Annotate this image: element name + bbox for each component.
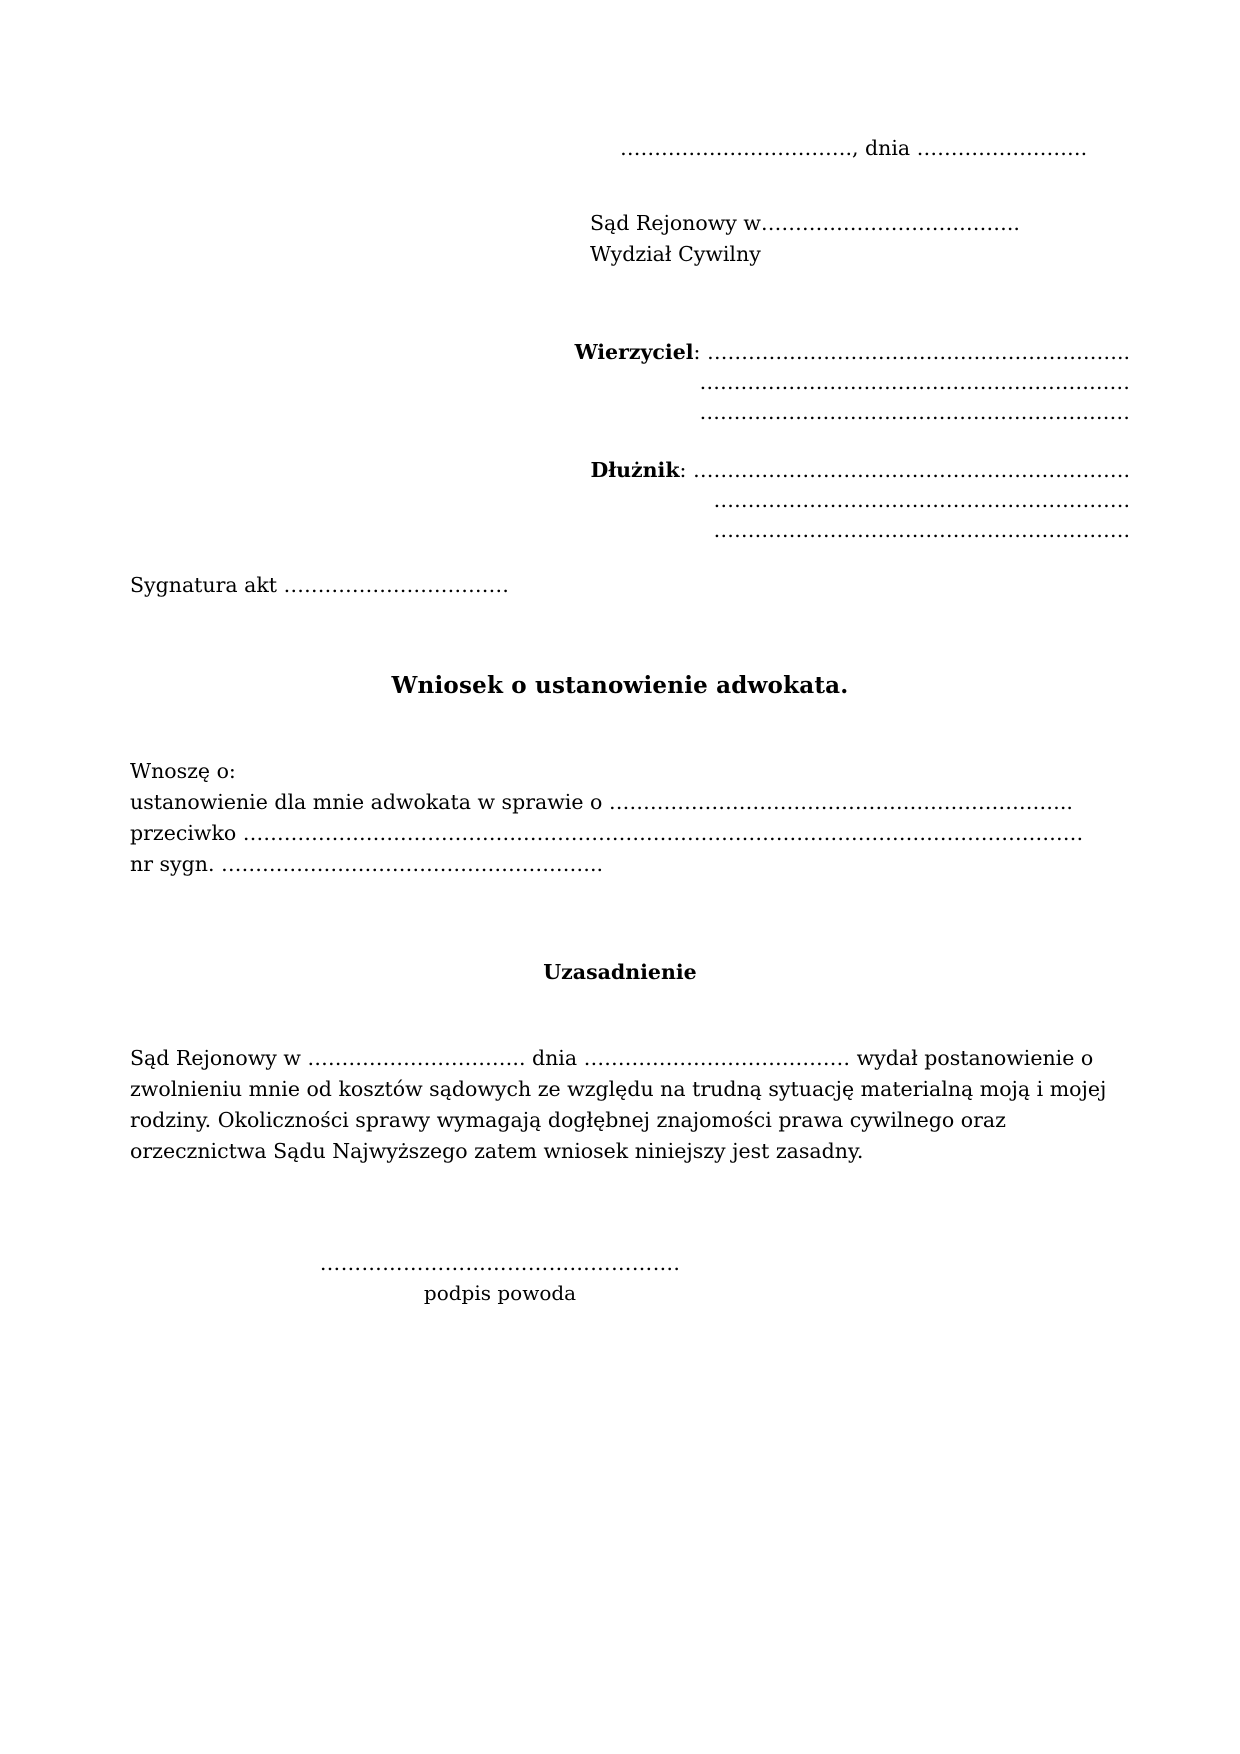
signature-caption: podpis powoda <box>423 1281 577 1305</box>
signature-block <box>180 1248 820 1308</box>
debtor-row-1 <box>130 455 1130 485</box>
request-intro: Wnoszę o: <box>130 759 236 783</box>
debtor-dots-2: ……………………………………………………. <box>713 488 1130 512</box>
request-line-3: nr sygn. ……………………………………………….. <box>130 852 604 876</box>
page-title: Wniosek o ustanowienie adwokata. <box>391 672 849 699</box>
court-name-line: Sąd Rejonowy w……………………………….. <box>590 211 1020 235</box>
court-division-line: Wydział Cywilny <box>590 242 761 266</box>
date-line-text: ……………………………., dnia ……………………. <box>620 136 1088 160</box>
case-number-text: Sygnatura akt …………………………… <box>130 573 510 597</box>
creditor-row-3 <box>130 397 1130 427</box>
signature-dots: ……………………………………………. <box>319 1251 681 1275</box>
creditor-dots-1: : …………………………………………………….. <box>693 340 1130 364</box>
parties-block <box>130 337 1130 545</box>
case-number-block <box>130 570 830 601</box>
debtor-row-3 <box>130 515 1130 545</box>
creditor-dots-2: ……………………………………………………… <box>699 370 1130 394</box>
debtor-row-2 <box>130 485 1130 515</box>
justification-body: Sąd Rejonowy w ………………………….. dnia ………………………………… wydał postanowienie o zwolnieniu mnie od kosztów sądowych ze względu na trudną sytuację materialną moją i mojej rodziny. Okoliczności sprawy wymagają dogłębnej znajomości prawa cywilnego oraz orzecznictwa Sądu Najwyższego zatem wniosek niniejszy jest zasadny. <box>130 1046 1107 1163</box>
request-line-1: ustanowienie dla mnie adwokata w sprawie o ………………………………………………………….. <box>130 790 1073 814</box>
date-line-field <box>620 133 1180 164</box>
debtor-label: Dłużnik <box>590 458 680 482</box>
parties-spacer <box>130 427 1130 455</box>
justification-heading: Uzasadnienie <box>543 960 697 984</box>
request-block <box>130 756 1140 880</box>
creditor-label: Wierzyciel <box>574 340 694 364</box>
creditor-dots-3: ……………………………………………………… <box>699 400 1130 424</box>
debtor-dots-1: : ………………………………………………………. <box>679 458 1130 482</box>
request-line-2: przeciwko …………………………………………………………………………………………………………… <box>130 821 1084 845</box>
creditor-row-1 <box>130 337 1130 367</box>
court-address-block <box>590 208 1190 270</box>
debtor-dots-3: ……………………………………………………. <box>713 518 1130 542</box>
creditor-row-2 <box>130 367 1130 397</box>
